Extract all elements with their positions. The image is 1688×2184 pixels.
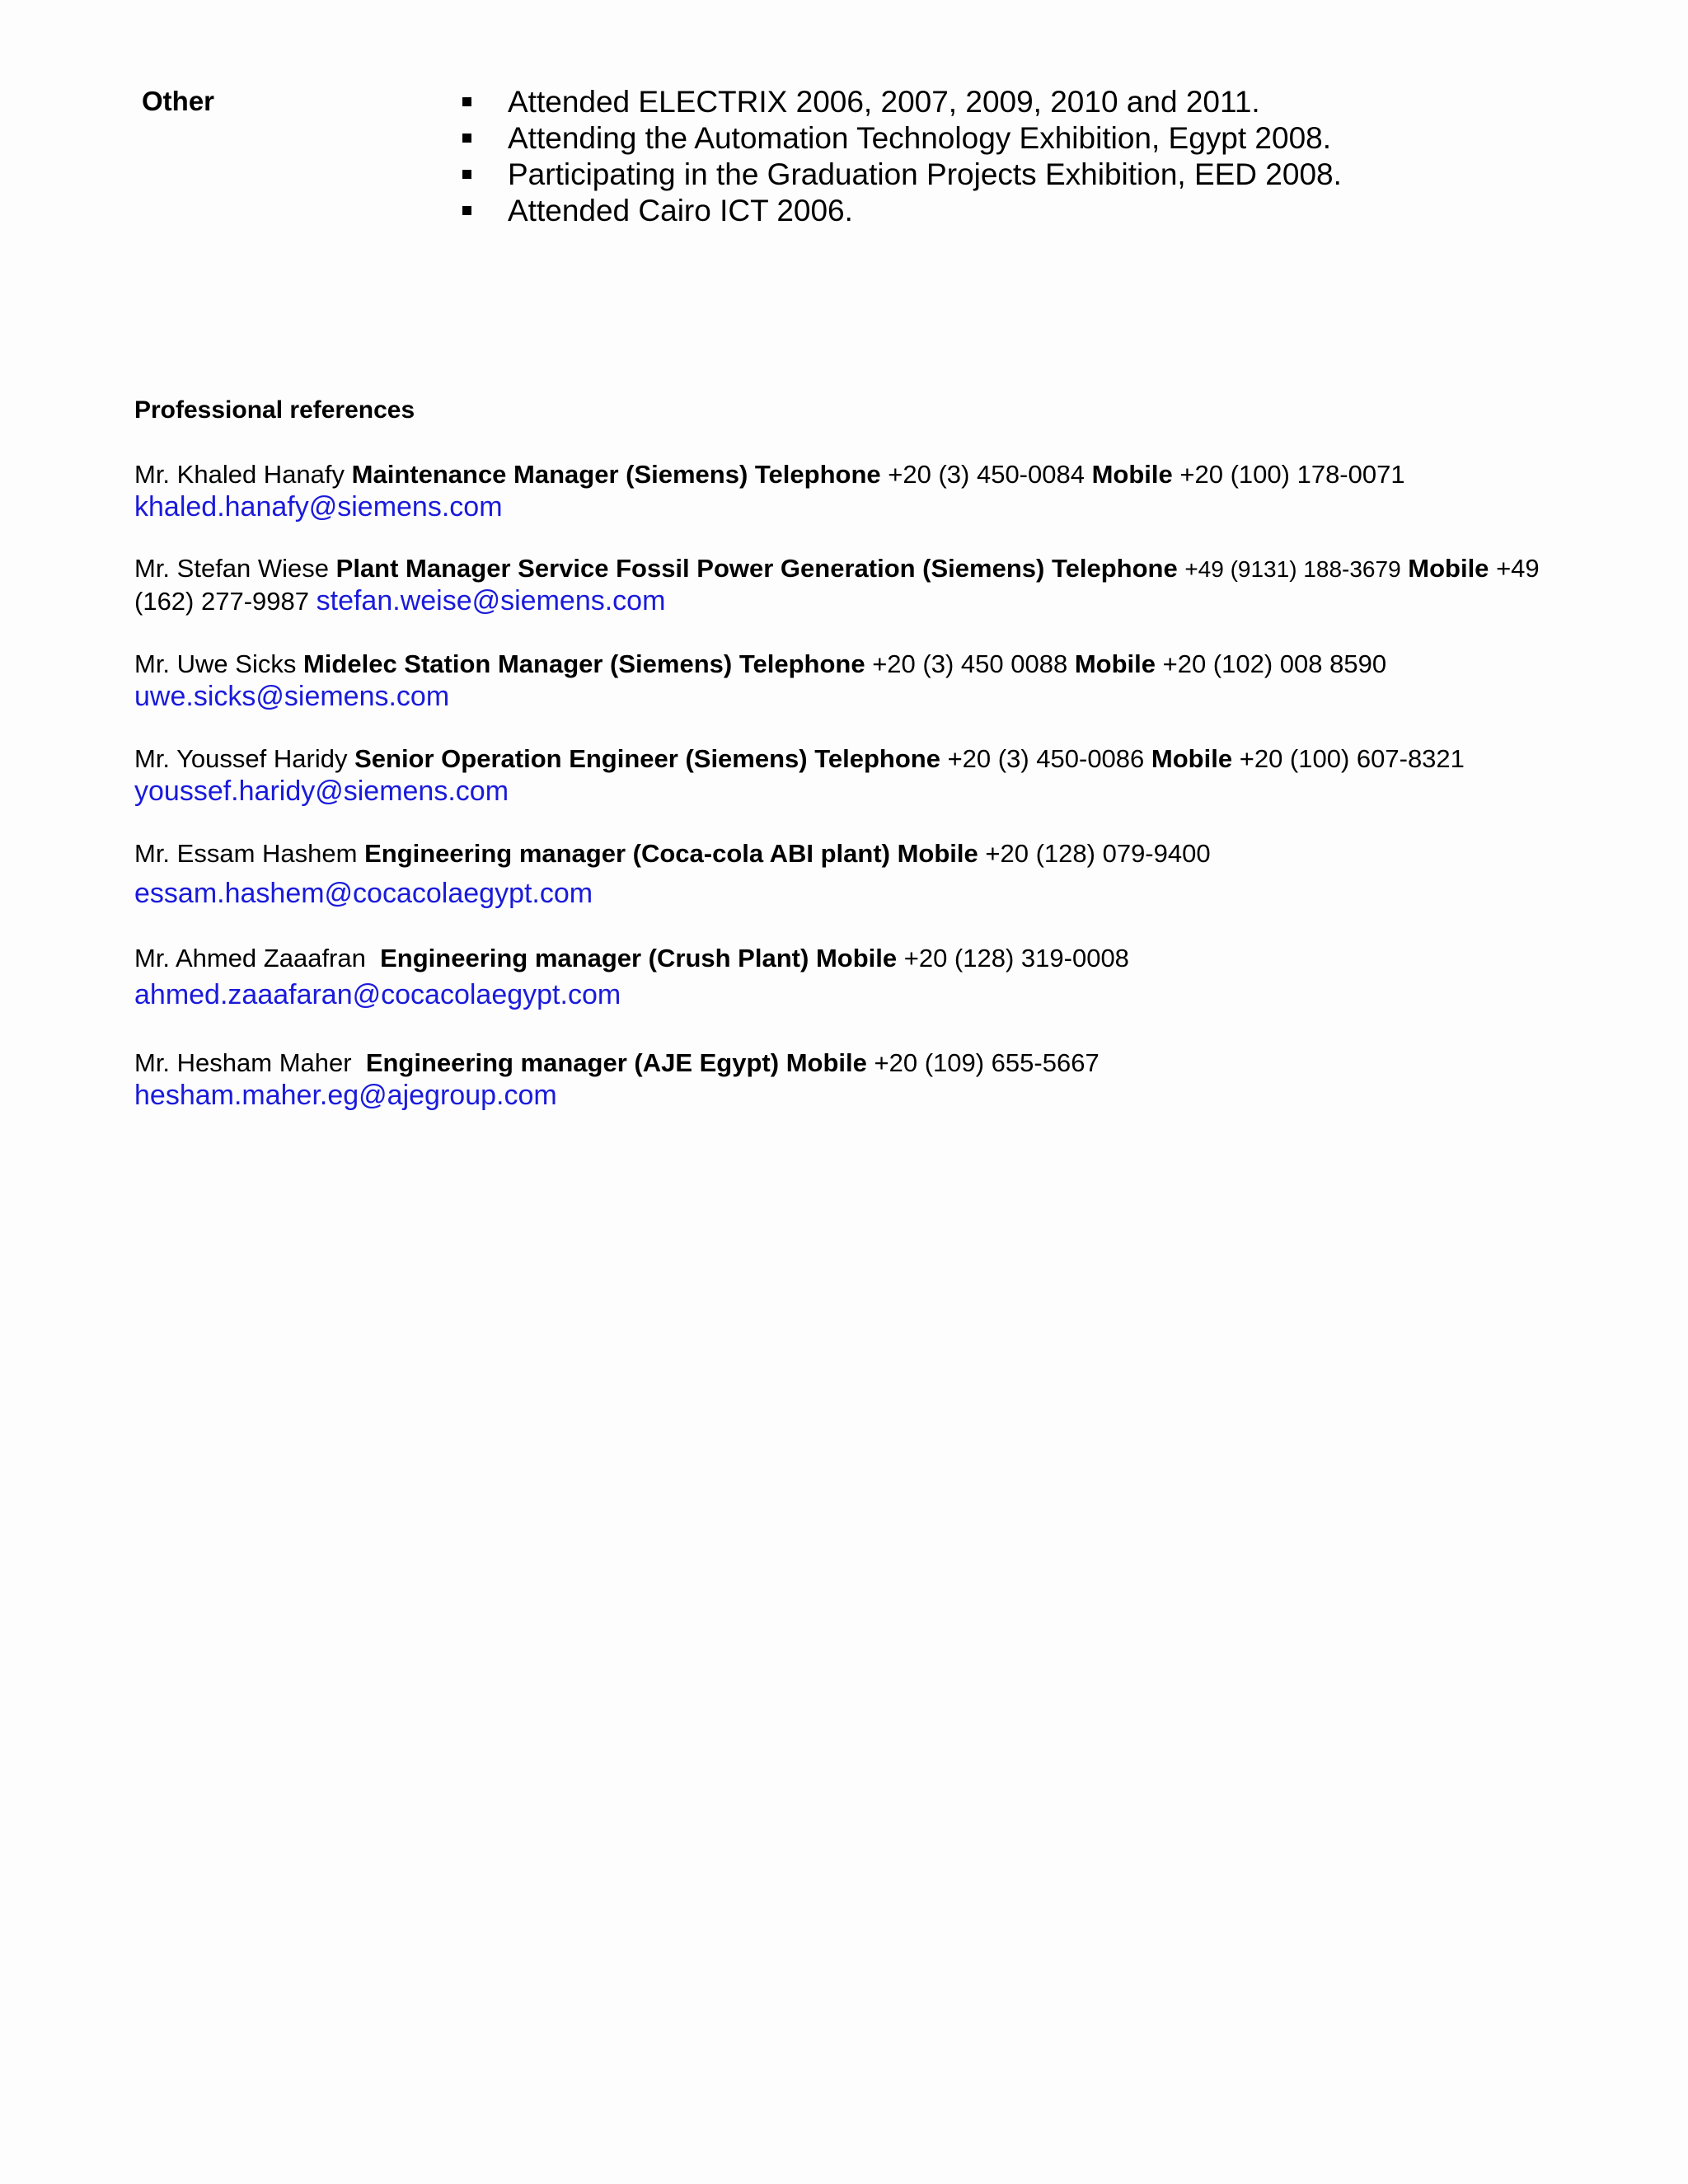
reference-entry-hesham-maher xyxy=(134,1047,1568,1112)
telephone-number: +49 (9131) 188-3679 xyxy=(1184,556,1401,582)
reference-name: Mr. Essam Hashem xyxy=(134,839,358,868)
list-item-text: Attended ELECTRIX 2006, 2007, 2009, 2010 and 2011. xyxy=(508,85,1260,119)
reference-name: Mr. Youssef Haridy xyxy=(134,744,348,773)
list-item-text: Attended Cairo ICT 2006. xyxy=(508,194,853,227)
reference-entry-stefan-wiese xyxy=(134,552,1568,617)
reference-entry-khaled-hanafy xyxy=(134,458,1568,523)
list-item xyxy=(458,157,1342,193)
reference-name: Mr. Khaled Hanafy xyxy=(134,460,345,489)
reference-title: Maintenance Manager (Siemens) xyxy=(351,460,748,489)
reference-name: Mr. Uwe Sicks xyxy=(134,649,297,678)
reference-entry-essam-hashem xyxy=(134,837,1568,910)
email-link[interactable]: uwe.sicks@siemens.com xyxy=(134,681,450,712)
mobile-label: Mobile xyxy=(1074,649,1156,678)
mobile-number: +20 (109) 655-5667 xyxy=(874,1048,1100,1077)
telephone-label: Telephone xyxy=(1051,554,1178,583)
telephone-number: +20 (3) 450-0084 xyxy=(888,460,1085,489)
mobile-label: Mobile xyxy=(815,944,898,972)
reference-name: Mr. Hesham Maher xyxy=(134,1048,352,1077)
reference-entry-youssef-haridy xyxy=(134,743,1568,808)
mobile-label: Mobile xyxy=(1151,744,1233,773)
reference-title: Plant Manager Service Fossil Power Generation (Siemens) xyxy=(335,554,1045,583)
telephone-number: +20 (3) 450-0086 xyxy=(947,744,1145,773)
mobile-number: +20 (128) 319-0008 xyxy=(903,944,1129,972)
list-item-text: Participating in the Graduation Projects Exhibition, EED 2008. xyxy=(508,157,1342,191)
reference-name: Mr. Ahmed Zaaafran xyxy=(134,944,366,972)
reference-title: Engineering manager (AJE Egypt) xyxy=(365,1048,780,1077)
mobile-number: +20 (102) 008 8590 xyxy=(1162,649,1387,678)
mobile-label: Mobile xyxy=(785,1048,867,1077)
telephone-number: +20 (3) 450 0088 xyxy=(872,649,1068,678)
list-item xyxy=(458,84,1342,120)
mobile-number: +20 (100) 178-0071 xyxy=(1179,460,1405,489)
other-section-label: Other xyxy=(142,86,215,116)
reference-entry-uwe-sicks xyxy=(134,648,1568,713)
mobile-number: +20 (128) 079-9400 xyxy=(985,839,1211,868)
telephone-label: Telephone xyxy=(814,744,940,773)
square-bullet-icon xyxy=(462,206,471,215)
email-link[interactable]: hesham.maher.eg@ajegroup.com xyxy=(134,1080,557,1111)
reference-entry-ahmed-zaaafran xyxy=(134,942,1568,1011)
reference-name: Mr. Stefan Wiese xyxy=(134,554,330,583)
reference-title: Engineering manager (Crush Plant) xyxy=(380,944,809,972)
square-bullet-icon xyxy=(462,97,471,106)
email-link[interactable]: ahmed.zaaafaran@cocacolaegypt.com xyxy=(134,979,621,1010)
list-item xyxy=(458,193,1342,229)
square-bullet-icon xyxy=(462,134,471,143)
reference-title: Engineering manager (Coca-cola ABI plant) xyxy=(364,839,890,868)
mobile-label: Mobile xyxy=(1091,460,1173,489)
mobile-label: Mobile xyxy=(897,839,978,868)
email-link[interactable]: stefan.weise@siemens.com xyxy=(316,585,666,616)
email-link[interactable]: khaled.hanafy@siemens.com xyxy=(134,491,503,523)
mobile-number: +49 (162) 277-9987 xyxy=(134,554,1540,616)
telephone-label: Telephone xyxy=(754,460,881,489)
square-bullet-icon xyxy=(462,170,471,179)
other-items-list xyxy=(458,84,1342,229)
mobile-number: +20 (100) 607-8321 xyxy=(1239,744,1465,773)
list-item xyxy=(458,120,1342,157)
reference-title: Senior Operation Engineer (Siemens) xyxy=(354,744,808,773)
email-link[interactable]: essam.hashem@cocacolaegypt.com xyxy=(134,878,593,909)
references-heading: Professional references xyxy=(134,396,415,424)
reference-title: Midelec Station Manager (Siemens) xyxy=(302,649,733,678)
mobile-label: Mobile xyxy=(1408,554,1489,583)
email-link[interactable]: youssef.haridy@siemens.com xyxy=(134,776,509,807)
telephone-label: Telephone xyxy=(738,649,865,678)
list-item-text: Attending the Automation Technology Exhibition, Egypt 2008. xyxy=(508,121,1332,155)
